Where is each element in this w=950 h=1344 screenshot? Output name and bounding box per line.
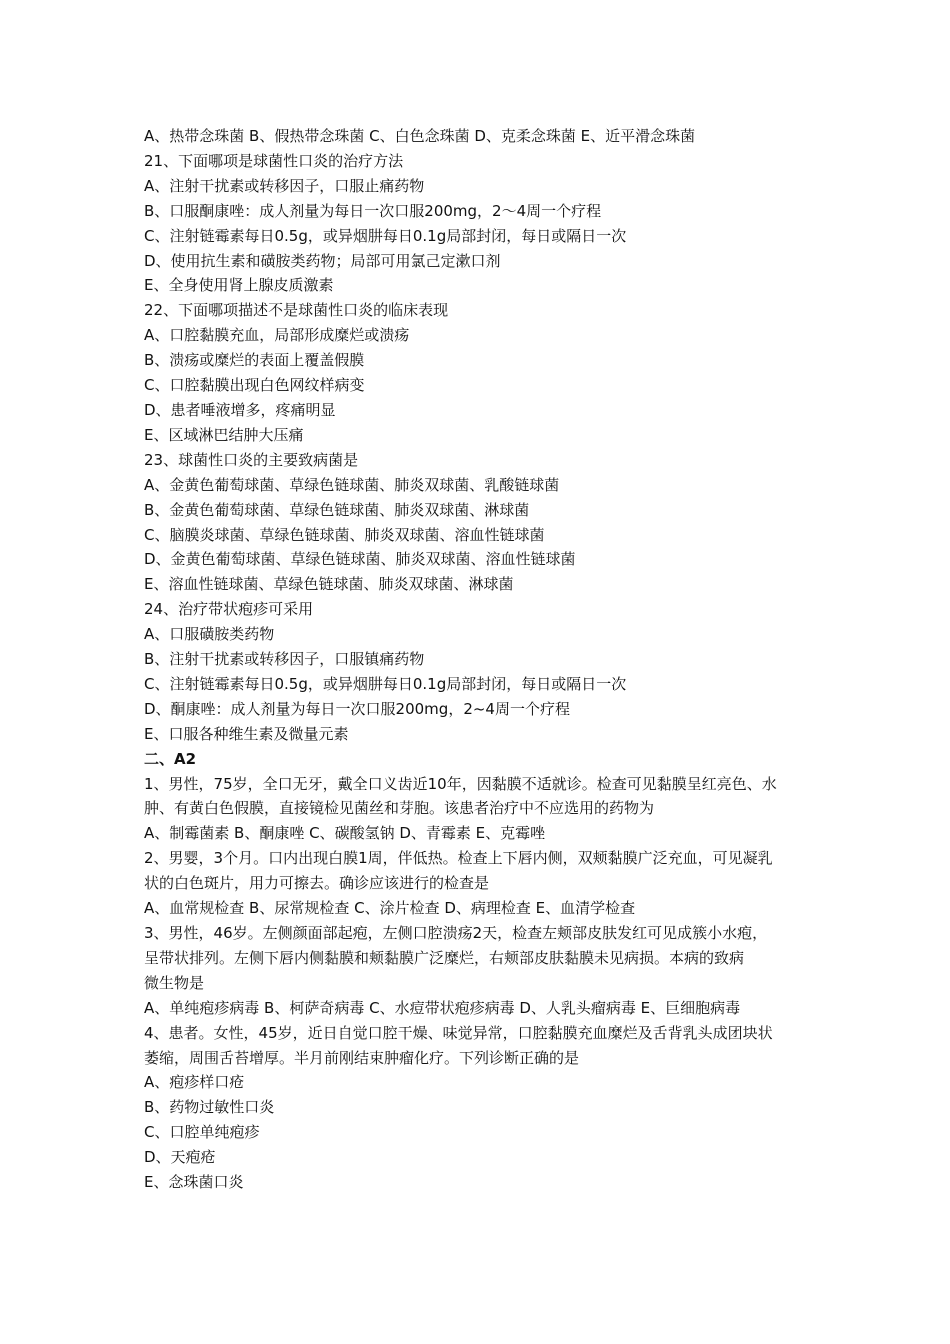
document-page (144, 124, 810, 1195)
option-line: A、金黄色葡萄球菌、草绿色链球菌、肺炎双球菌、乳酸链球菌 (144, 475, 560, 494)
option-line: E、溶血性链球菌、草绿色链球菌、肺炎双球菌、淋球菌 (144, 575, 514, 594)
text-line: A、热带念珠菌 B、假热带念珠菌 C、白色念珠菌 D、克柔念珠菌 E、近平滑念珠菌 (144, 127, 696, 145)
option-line: C、口腔黏膜出现白色网纹样病变 (144, 376, 365, 395)
option-line: B、药物过敏性口炎 (144, 1098, 275, 1117)
option-line: A、制霉菌素 B、酮康唑 C、碳酸氢钠 D、青霉素 E、克霉唑 (144, 824, 546, 843)
option-line: B、注射干扰素或转移因子，口服镇痛药物 (144, 650, 425, 669)
question-line: 3、男性，46岁。左侧颜面部起疱，左侧口腔溃疡2天，检查左颊部皮肤发红可见成簇小水疱， (144, 924, 768, 942)
option-line: D、天疱疮 (144, 1148, 216, 1167)
option-line: A、口腔黏膜充血，局部形成糜烂或溃疡 (144, 326, 410, 345)
question-24: 24、治疗带状疱疹可采用 (144, 600, 314, 619)
question-21: 21、下面哪项是球菌性口炎的治疗方法 (144, 151, 404, 170)
option-line: E、念珠菌口炎 (144, 1173, 244, 1192)
question-22: 22、下面哪项描述不是球菌性口炎的临床表现 (144, 301, 449, 320)
option-line: C、口腔单纯疱疹 (144, 1123, 260, 1142)
question-line: 4、患者。女性，45岁，近日自觉口腔干燥、味觉异常，口腔黏膜充血糜烂及舌背乳头成团块状 (144, 1023, 773, 1042)
question-line: 肿、有黄白色假膜，直接镜检见菌丝和芽胞。该患者治疗中不应选用的药物为 (144, 799, 655, 818)
option-line: A、口服磺胺类药物 (144, 625, 275, 644)
option-line: B、金黄色葡萄球菌、草绿色链球菌、肺炎双球菌、淋球菌 (144, 500, 530, 519)
option-line: A、疱疹样口疮 (144, 1073, 245, 1092)
question-line: 萎缩，周围舌苔增厚。半月前刚结束肿瘤化疗。下列诊断正确的是 (144, 1048, 580, 1067)
option-line: D、酮康唑：成人剂量为每日一次口服200mg，2~4周一个疗程 (144, 699, 570, 718)
option-line: E、口服各种维生素及微量元素 (144, 724, 349, 743)
question-line: 状的白色斑片，用力可擦去。确诊应该进行的检查是 (144, 874, 490, 893)
question-line: 2、男婴，3个月。口内出现白膜1周，伴低热。检查上下唇内侧，双颊黏膜广泛充血，可见凝乳 (144, 849, 773, 868)
option-line: E、全身使用肾上腺皮质激素 (144, 276, 334, 295)
option-line: D、使用抗生素和磺胺类药物；局部可用氯己定漱口剂 (144, 251, 501, 270)
section-heading: 二、A2 (144, 749, 197, 768)
option-line: D、金黄色葡萄球菌、草绿色链球菌、肺炎双球菌、溶血性链球菌 (144, 550, 576, 569)
option-line: A、血常规检查 B、尿常规检查 C、涂片检查 D、病理检查 E、血清学检查 (144, 899, 636, 918)
option-line: A、单纯疱疹病毒 B、柯萨奇病毒 C、水痘带状疱疹病毒 D、人乳头瘤病毒 E、巨细胞病毒 (144, 998, 741, 1017)
question-line: 微生物是 (144, 973, 205, 992)
option-line: B、口服酮康唑：成人剂量为每日一次口服200mg，2～4周一个疗程 (144, 201, 602, 220)
question-line: 呈带状排列。左侧下唇内侧黏膜和颊黏膜广泛糜烂，右颊部皮肤黏膜未见病损。本病的致病 (144, 948, 745, 967)
option-line: C、脑膜炎球菌、草绿色链球菌、肺炎双球菌、溶血性链球菌 (144, 525, 545, 544)
option-line: B、溃疡或糜烂的表面上覆盖假膜 (144, 351, 365, 370)
question-line: 1、男性，75岁，全口无牙，戴全口义齿近10年，因黏膜不适就诊。检查可见黏膜呈红亮色、水 (144, 774, 777, 793)
option-line: D、患者唾液增多，疼痛明显 (144, 400, 336, 419)
option-line: A、注射干扰素或转移因子，口服止痛药物 (144, 176, 425, 195)
option-line: E、区域淋巴结肿大压痛 (144, 425, 304, 444)
option-line: C、注射链霉素每日0.5g，或异烟肼每日0.1g局部封闭，每日或隔日一次 (144, 674, 627, 693)
option-line: C、注射链霉素每日0.5g，或异烟肼每日0.1g局部封闭，每日或隔日一次 (144, 226, 627, 245)
question-23: 23、球菌性口炎的主要致病菌是 (144, 450, 359, 469)
